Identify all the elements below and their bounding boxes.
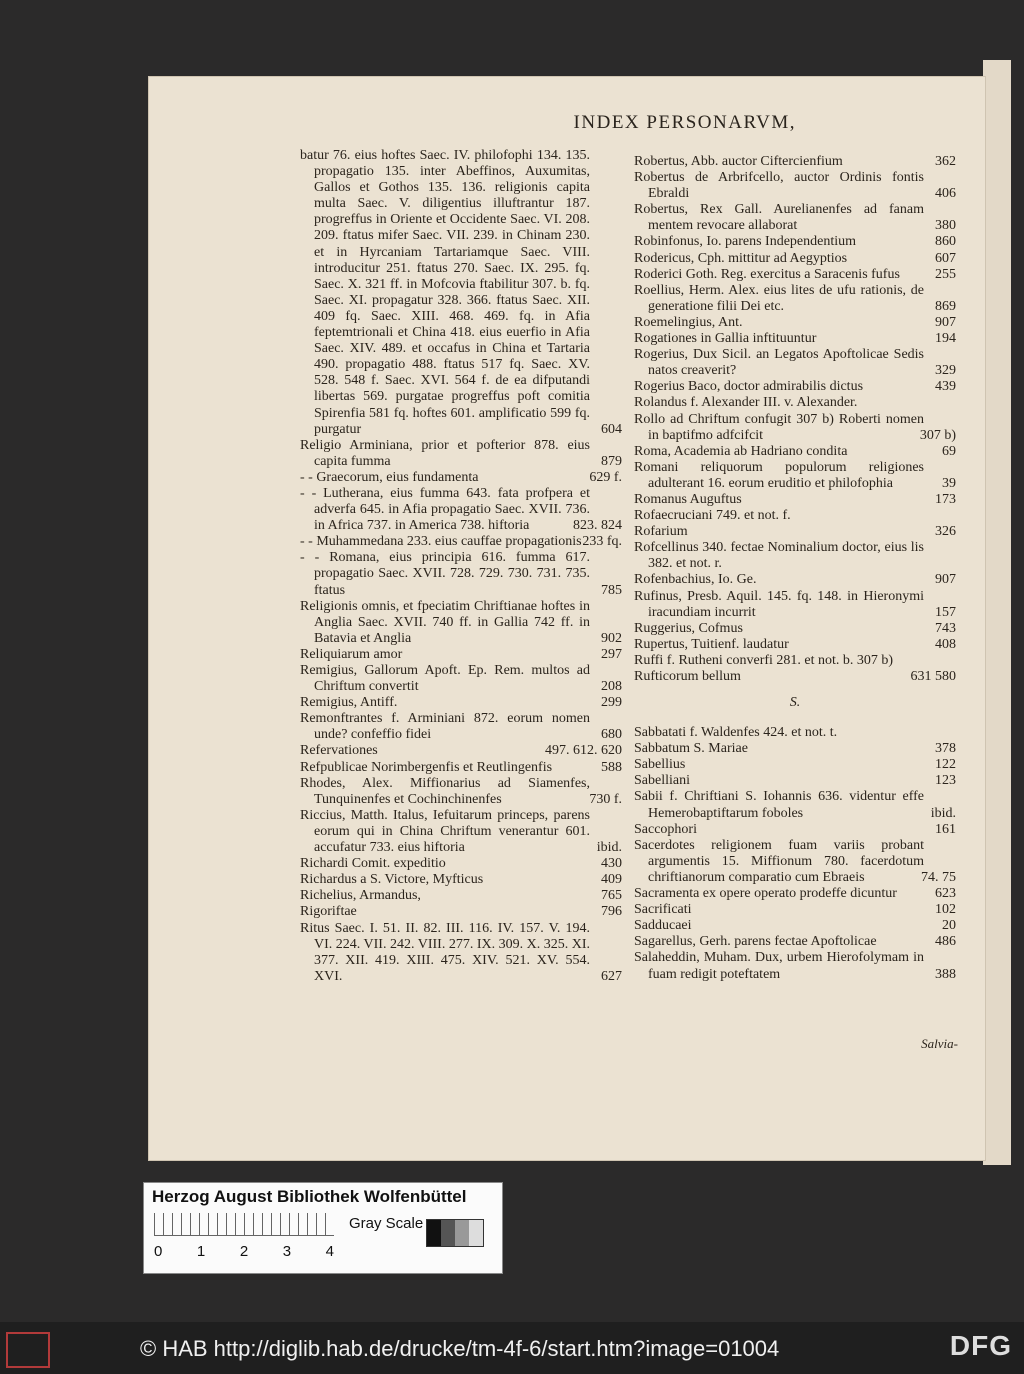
index-entry [300,808,622,856]
entry-page-ref: 194 [935,331,956,347]
index-entry [300,872,622,888]
index-entry [634,251,956,267]
index-entry [634,773,956,789]
library-name: Herzog August Bibliothek Wolfenbüttel [152,1187,467,1206]
index-entry [300,695,622,711]
entry-page-ref: ibid. [596,840,622,856]
entry-page-ref: 907 [935,314,956,330]
entry-text: Sagarellus, Gerh. parens fectae Apoftolicae [634,934,877,950]
index-entry [634,331,956,347]
entry-text: - - Lutherana, eius fumma 643. fata profpera et adverfa 645. in Afia propagatio Saec. XVII. 736. in Africa 737. in America 738. hiftoria [300,485,590,534]
ruler-numbers [154,1243,334,1260]
entry-page-ref: 869 [935,298,956,314]
index-entry [300,921,622,985]
entry-text: Riccius, Matth. Italus, Iefuitarum princeps, parens eorum qui in China Chriftum venerantur 601. accufatur 733. eius hiftoria [300,807,590,856]
entry-text: Rolandus f. Alexander III. v. Alexander. [634,395,858,411]
footer-url[interactable]: © HAB http://diglib.hab.de/drucke/tm-4f-6/start.htm?image=01004 [140,1336,780,1361]
entry-text: Refervationes [300,743,378,759]
entry-text: - - Romana, eius principia 616. fumma 617. propagatio Saec. XVII. 728. 729. 730. 731. 735. ftatus [300,550,590,598]
gray-scale-label: Gray Scale [349,1215,424,1232]
entry-text: Rufinus, Presb. Aquil. 145. fq. 148. in Hieronymi iracundiam incurrit [634,588,924,620]
index-entry [634,267,956,283]
index-entry [634,621,956,637]
entry-page-ref: 299 [601,695,622,711]
entry-page-ref: 623 [935,886,956,902]
entry-page-ref: 785 [601,582,622,598]
entry-text: Sabellius [634,757,686,773]
index-entry [634,637,956,653]
entry-page-ref: 255 [935,266,956,282]
entry-page-ref: 74. 75 [921,869,956,885]
entry-text: Salaheddin, Muham. Dux, urbem Hierofolymam in fuam redigit poteftatem [634,950,924,982]
index-entry [634,725,956,741]
entry-text: Reliquiarum amor [300,646,403,662]
section-letter: S. [789,695,801,711]
index-entry: Romani reliquorum populorum religiones adulterant 16. eorum eruditio et philofophia 39 [634,459,956,491]
entry-text: Sabbatum S. Mariae [634,741,748,757]
index-entry [300,663,622,695]
entry-page-ref: 326 [935,524,956,540]
index-entry [300,470,622,486]
entry-text: Rodericus, Cph. mittitur ad Aegyptios [634,250,848,266]
entry-text: Robertus de Arbrifcello, auctor Ordinis fontis Ebraldi [634,170,924,202]
entry-text: Rupertus, Tuitienf. laudatur [634,636,789,652]
entry-page-ref: 902 [601,630,622,646]
entry-page-ref: 907 [935,572,956,588]
index-entry [634,934,956,950]
ruler-number: 1 [196,1243,206,1260]
entry-text: Ruffi f. Rutheni converfi 281. et not. b. 307 b) [634,652,894,668]
entry-text: Richelius, Armandus, [300,888,421,904]
index-entry [634,838,956,886]
entry-page-ref: 588 [601,759,622,775]
index-entry [634,508,956,524]
entry-text: Roemelingius, Ant. [634,314,743,330]
ruler-number: 3 [282,1243,292,1260]
entry-page-ref: 408 [935,636,956,652]
entry-text: Robertus, Rex Gall. Aurelianenfes ad fanam mentem revocare allaborat [634,202,924,234]
index-entry [300,438,622,470]
entry-text: Saccophori [634,821,697,837]
entry-text: Sabbatati f. Waldenfes 424. et not. t. [634,725,838,741]
entry-page-ref: 765 [601,888,622,904]
catchword: Salvia- [921,1036,958,1051]
entry-page-ref: 796 [601,904,622,920]
entry-page-ref: 329 [935,363,956,379]
entry-text: Sadducaei [634,918,692,934]
entry-page-ref: 730 f. [589,791,622,807]
entry-text: Sacramenta ex opere operato prodeffe dicuntur [634,886,897,902]
index-entry [300,776,622,808]
index-entry [300,711,622,743]
index-entry [634,379,956,395]
entry-text: Religionis omnis, et fpeciatim Chriftianae hoftes in Anglia Saec. XVII. 740 ff. in Gallia 742 ff. in Batavia et Anglia [300,598,590,646]
ruler-scale [154,1213,334,1236]
entry-text: Robertus, Abb. auctor Ciftercienfium [634,154,843,169]
entry-page-ref: 362 [935,154,956,169]
entry-page-ref: 123 [935,773,956,789]
index-entry [300,148,622,438]
entry-page-ref: 122 [935,757,956,773]
index-entry [634,524,956,540]
entry-text: Remigius, Antiff. [300,695,398,711]
entry-text: Religio Arminiana, prior et pofterior 878. eius capita fumma [300,437,590,469]
index-entry [634,412,956,444]
index-entry [634,950,956,982]
index-entry [300,550,622,598]
index-column-left [300,148,622,985]
entry-text: Ruggerius, Cofmus [634,620,743,636]
entry-text: Romani reliquorum populorum religiones adulterant 16. eorum eruditio et philofophia [634,459,924,491]
index-entry [634,315,956,331]
index-entry [300,888,622,904]
entry-text: Rogationes in Gallia inftituuntur [634,331,817,347]
dfg-logo: DFG [949,1330,1012,1361]
entry-text: Roderici Goth. Reg. exercitus a Saracenis fufus [634,266,900,282]
entry-text: Sabii f. Chriftiani S. Iohannis 636. videntur effe Hemerobaptiftarum foboles [634,789,924,821]
index-entry [634,669,956,685]
entry-page-ref: 439 [935,379,956,395]
entry-page-ref: 157 [935,604,956,620]
entry-text: Roma, Academia ab Hadriano condita [634,443,848,459]
entry-page-ref: 307 b) [919,427,956,443]
index-entry [300,760,622,776]
adjacent-page-edge [983,60,1011,1165]
entry-page-ref: 380 [935,218,956,234]
entry-text: Rhodes, Alex. Miffionarius ad Siamenfes, Tunquinenfes et Cochinchinenfes [300,775,590,807]
entry-text: Rogerius, Dux Sicil. an Legatos Apoftolicae Sedis natos creaverit? [634,347,924,379]
index-entry [634,789,956,821]
entry-text: Remigius, Gallorum Apoft. Ep. Rem. multos ad Chriftum convertit [300,663,590,695]
entry-text: - - Graecorum, eius fundamenta [300,469,479,485]
index-entry [300,534,622,550]
page-header: INDEX PERSONARVM, [573,112,796,133]
entry-page-ref: 208 [601,679,622,695]
index-entry [300,599,622,647]
entry-page-ref: 631 580 [910,669,956,684]
entry-page-ref: 161 [935,821,956,837]
index-entry [634,540,956,572]
entry-page-ref: 409 [601,872,622,888]
entry-text: Rigoriftae [300,904,357,920]
entry-page-ref: 430 [601,856,622,872]
index-column-right [634,154,956,983]
entry-text: Roellius, Herm. Alex. eius lites de ufu rationis, de generatione filii Dei etc. [634,282,924,314]
entry-text: Remonftrantes f. Arminiani 872. eorum nomen unde? confeffio fidei [300,711,590,743]
index-entry [634,572,956,588]
entry-page-ref: 627 [601,968,622,984]
entry-text: Rofcellinus 340. fectae Nominalium doctor, eius lis 382. et not. r. [634,540,924,572]
entry-text: Rogerius Baco, doctor admirabilis dictus [634,379,864,395]
entry-text: Rofaecruciani 749. et not. f. [634,508,791,524]
entry-page-ref: 406 [935,186,956,202]
index-entry [300,647,622,663]
entry-text: Refpublicae Norimbergenfis et Reutlingenfis [300,759,553,775]
entry-page-ref: 233 fq. [582,534,622,550]
entry-page-ref: 604 [601,421,622,437]
entry-page-ref: 497. 612. 620 [545,743,622,759]
index-entry [300,743,622,759]
entry-text: Sabelliani [634,773,690,789]
entry-text: Rufticorum bellum [634,669,741,684]
index-entry: Sadducaei 20 [634,918,956,934]
index-entry [300,486,622,534]
index-entry [634,347,956,379]
footer-bar [0,1322,1024,1374]
entry-page-ref: 486 [935,934,956,950]
entry-page-ref: ibid. [930,805,956,821]
index-entry [300,904,622,920]
entry-text: Sacrificati [634,902,692,918]
entry-page-ref: 378 [935,741,956,757]
entry-page-ref: 173 [935,491,956,507]
entry-page-ref: 388 [935,966,956,982]
ruler-number: 2 [239,1243,249,1260]
index-entry [634,202,956,234]
entry-page-ref: 879 [601,453,622,469]
entry-text: - - Muhammedana 233. eius cauffae propagationis [300,534,582,550]
index-entry [634,154,956,170]
index-entry [300,856,622,872]
entry-page-ref: 743 [935,620,956,636]
entry-page-ref: 823. 824 [573,518,622,534]
index-entry [634,902,956,918]
entry-text: Richardi Comit. expeditio [300,856,446,872]
index-entry [634,170,956,202]
entry-page-ref: 860 [935,234,956,250]
index-entry [634,653,956,669]
index-entry [634,283,956,315]
entry-text: Rofarium [634,524,688,540]
entry-page-ref: 680 [601,727,622,743]
entry-page-ref: 607 [935,250,956,266]
ruler-number: 4 [325,1243,334,1260]
index-entry [634,757,956,773]
entry-page-ref: 297 [601,646,622,662]
entry-text: batur 76. eius hoftes Saec. IV. philofophi 134. 135. propagatio 135. inter Abeffinos, Auxumitas, Gallos et Gothos 135. 136. religionis capita multa Saec. V. diligentius illuftrantur 187. progreffus in Oriente et Occidente Saec. VI. 208. 209. ftatus mifer Saec. VII. 239. in Chinam 230. et in Hyrcaniam Tartariamque Saec. VIII. introducitur 251. ftatus 270. Saec. IX. 295. fq. Saec. X. 321 ff. in Mofcovia ftabilitur 307. b. fq. Saec. XI. propagatur 328. 366. ftatus Saec. XII. 409 fq. Saec. XIII. 468. 469. fq. in Afia feptemtrionali et China 418. eius euerfio in Afia Saec. XIV. 489. et occafus in China et Tartaria 490. propagatio 488. ftatus 517 fq. Saec. XV. 528. 548 f. Saec. XVI. 564 f. de ea difputandi libertas 569. purgatae progreffus poft comitia Spirenfia 581 fq. hoftes 601. amplificatio 599 fq. purgatur [300,148,590,437]
color-target-card [143,1182,503,1274]
index-entry [634,234,956,250]
index-entry [634,822,956,838]
entry-text: Sacerdotes religionem fuam variis probant argumentis 15. Miffionum 780. facerdotum chriftianorum comparatio cum Ebraeis [634,837,924,885]
index-entry [634,741,956,757]
index-entry: Roma, Academia ab Hadriano condita 69 [634,443,956,459]
hab-logo-icon [6,1332,50,1368]
index-entry [634,492,956,508]
entry-text: Rofenbachius, Io. Ge. [634,572,757,588]
index-entry [634,395,956,411]
entry-page-ref: 629 f. [589,469,622,485]
index-entry [634,886,956,902]
entry-text: Robinfonus, Io. parens Independentium [634,234,857,250]
index-entry [634,589,956,621]
ruler-number: 0 [154,1243,163,1260]
entry-text: Richardus a S. Victore, Myfticus [300,872,484,888]
entry-text: Rollo ad Chriftum confugit 307 b) Roberti nomen in baptifmo adfcifcit [634,411,924,443]
entry-text: Romanus Auguftus [634,491,742,507]
entry-page-ref: 102 [935,902,956,918]
entry-text: Ritus Saec. I. 51. II. 82. III. 116. IV. 157. V. 194. VI. 224. VII. 242. VIII. 277. IX. 309. X. 325. XI. 377. XII. 419. XIII. 475. XIV. 521. XV. 554. XVI. [300,920,590,984]
gray-scale-bar [426,1219,484,1247]
